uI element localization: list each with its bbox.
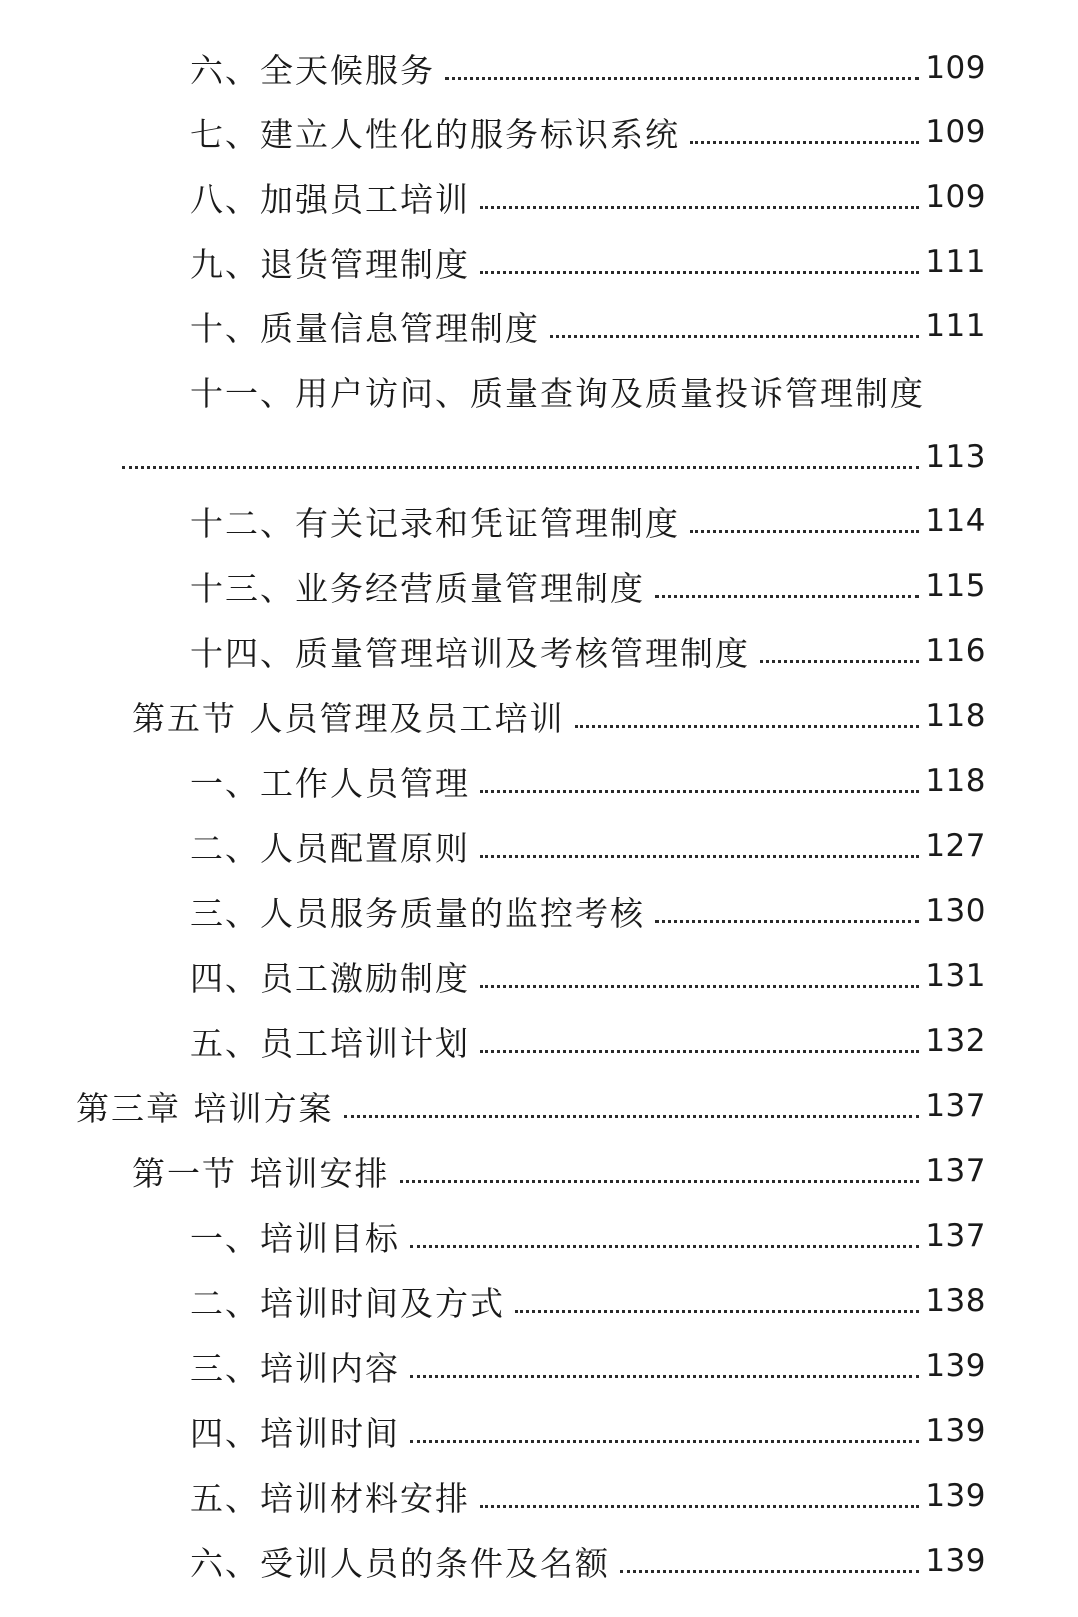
toc-entry-page: 139: [925, 1348, 986, 1384]
toc-entry-page: 116: [925, 633, 986, 669]
toc-entry[interactable]: [190, 496, 986, 546]
dot-leader: [655, 920, 919, 923]
toc-entry-page: 131: [925, 958, 986, 994]
toc-entry-label: 四、员工激励制度: [190, 958, 470, 998]
toc-entry-page: 113: [925, 439, 986, 475]
toc-entry[interactable]: [190, 43, 986, 93]
toc-entry-page: 139: [925, 1413, 986, 1449]
toc-entry-label: 二、培训时间及方式: [190, 1283, 505, 1323]
toc-entry-page: 118: [925, 698, 986, 734]
toc-entry[interactable]: [190, 821, 986, 871]
toc-entry[interactable]: [190, 172, 986, 222]
toc-entry-page: 137: [925, 1153, 986, 1189]
toc-section-entry[interactable]: [132, 691, 986, 741]
toc-entry[interactable]: [190, 951, 986, 1001]
dot-leader: [410, 1440, 919, 1443]
toc-entry-label: 十四、质量管理培训及考核管理制度: [190, 633, 750, 673]
toc-entry-page: 139: [925, 1543, 986, 1579]
toc-entry-label: 一、工作人员管理: [190, 763, 470, 803]
toc-entry[interactable]: [190, 626, 986, 676]
toc-entry-page: 137: [925, 1218, 986, 1254]
toc-entry-page: 127: [925, 828, 986, 864]
toc-entry-label: 三、培训内容: [190, 1348, 400, 1388]
dot-leader: [575, 725, 920, 728]
toc-entry-label: 十二、有关记录和凭证管理制度: [190, 503, 680, 543]
dot-leader: [410, 1375, 919, 1378]
dot-leader: [690, 530, 919, 533]
toc-entry-label: 十三、业务经营质量管理制度: [190, 568, 645, 608]
dot-leader: [480, 855, 919, 858]
toc-entry-page: 130: [925, 893, 986, 929]
dot-leader: [655, 595, 919, 598]
dot-leader: [480, 790, 919, 793]
toc-entry[interactable]: [190, 1211, 986, 1261]
toc-entry-page: 114: [925, 503, 986, 539]
toc-entry-label: 一、培训目标: [190, 1218, 400, 1258]
toc-entry-page: 109: [925, 179, 986, 215]
toc-entry-page: 111: [925, 244, 986, 280]
dot-leader: [480, 1505, 919, 1508]
toc-entry-label: 第五节 人员管理及员工培训: [132, 698, 565, 738]
toc-entry-label: 三、人员服务质量的监控考核: [190, 893, 645, 933]
toc-entry-label: 十一、用户访问、质量查询及质量投诉管理制度: [190, 373, 925, 413]
toc-entry-page: 109: [925, 114, 986, 150]
toc-entry[interactable]: [190, 237, 986, 287]
dot-leader: [122, 466, 919, 469]
toc-section-entry[interactable]: [132, 1146, 986, 1196]
toc-entry-page: 139: [925, 1478, 986, 1514]
toc-entry-page: 115: [925, 568, 986, 604]
dot-leader: [480, 985, 919, 988]
toc-entry-label: 五、员工培训计划: [190, 1023, 470, 1063]
toc-entry[interactable]: [190, 561, 986, 611]
dot-leader: [410, 1245, 919, 1248]
toc-entry-page: 137: [925, 1088, 986, 1124]
toc-entry-page: 132: [925, 1023, 986, 1059]
dot-leader: [550, 335, 919, 338]
toc-chapter-entry[interactable]: [76, 1081, 986, 1131]
toc-entry[interactable]: [190, 886, 986, 936]
toc-entry[interactable]: [190, 301, 986, 351]
toc-entry-continuation[interactable]: [116, 432, 986, 482]
toc-entry[interactable]: [190, 1536, 986, 1586]
toc-entry-label: 六、全天候服务: [190, 50, 435, 90]
dot-leader: [760, 660, 919, 663]
dot-leader: [620, 1570, 919, 1573]
toc-entry-page: 118: [925, 763, 986, 799]
dot-leader: [445, 77, 919, 80]
toc-entry-wrapped[interactable]: [190, 366, 986, 416]
toc-entry-page: 111: [925, 308, 986, 344]
toc-entry[interactable]: [190, 1016, 986, 1066]
toc-entry-page: 109: [925, 50, 986, 86]
toc-entry[interactable]: [190, 1341, 986, 1391]
dot-leader: [515, 1310, 919, 1313]
dot-leader: [690, 141, 919, 144]
toc-entry[interactable]: [190, 107, 986, 157]
dot-leader: [400, 1180, 920, 1183]
toc-entry[interactable]: [190, 1471, 986, 1521]
dot-leader: [344, 1115, 920, 1118]
toc-entry-label: 第三章 培训方案: [76, 1088, 334, 1128]
toc-entry-label: 八、加强员工培训: [190, 179, 470, 219]
toc-entry[interactable]: [190, 1406, 986, 1456]
dot-leader: [480, 1050, 919, 1053]
toc-entry-label: 九、退货管理制度: [190, 244, 470, 284]
toc-entry-label: 二、人员配置原则: [190, 828, 470, 868]
toc-entry-label: 十、质量信息管理制度: [190, 308, 540, 348]
toc-entry-label: 第一节 培训安排: [132, 1153, 390, 1193]
toc-entry[interactable]: [190, 756, 986, 806]
dot-leader: [480, 206, 919, 209]
toc-entry-page: 138: [925, 1283, 986, 1319]
toc-entry[interactable]: [190, 1276, 986, 1326]
toc-entry-label: 五、培训材料安排: [190, 1478, 470, 1518]
toc-entry-label: 六、受训人员的条件及名额: [190, 1543, 610, 1583]
dot-leader: [480, 271, 919, 274]
toc-entry-label: 四、培训时间: [190, 1413, 400, 1453]
toc-entry-label: 七、建立人性化的服务标识系统: [190, 114, 680, 154]
